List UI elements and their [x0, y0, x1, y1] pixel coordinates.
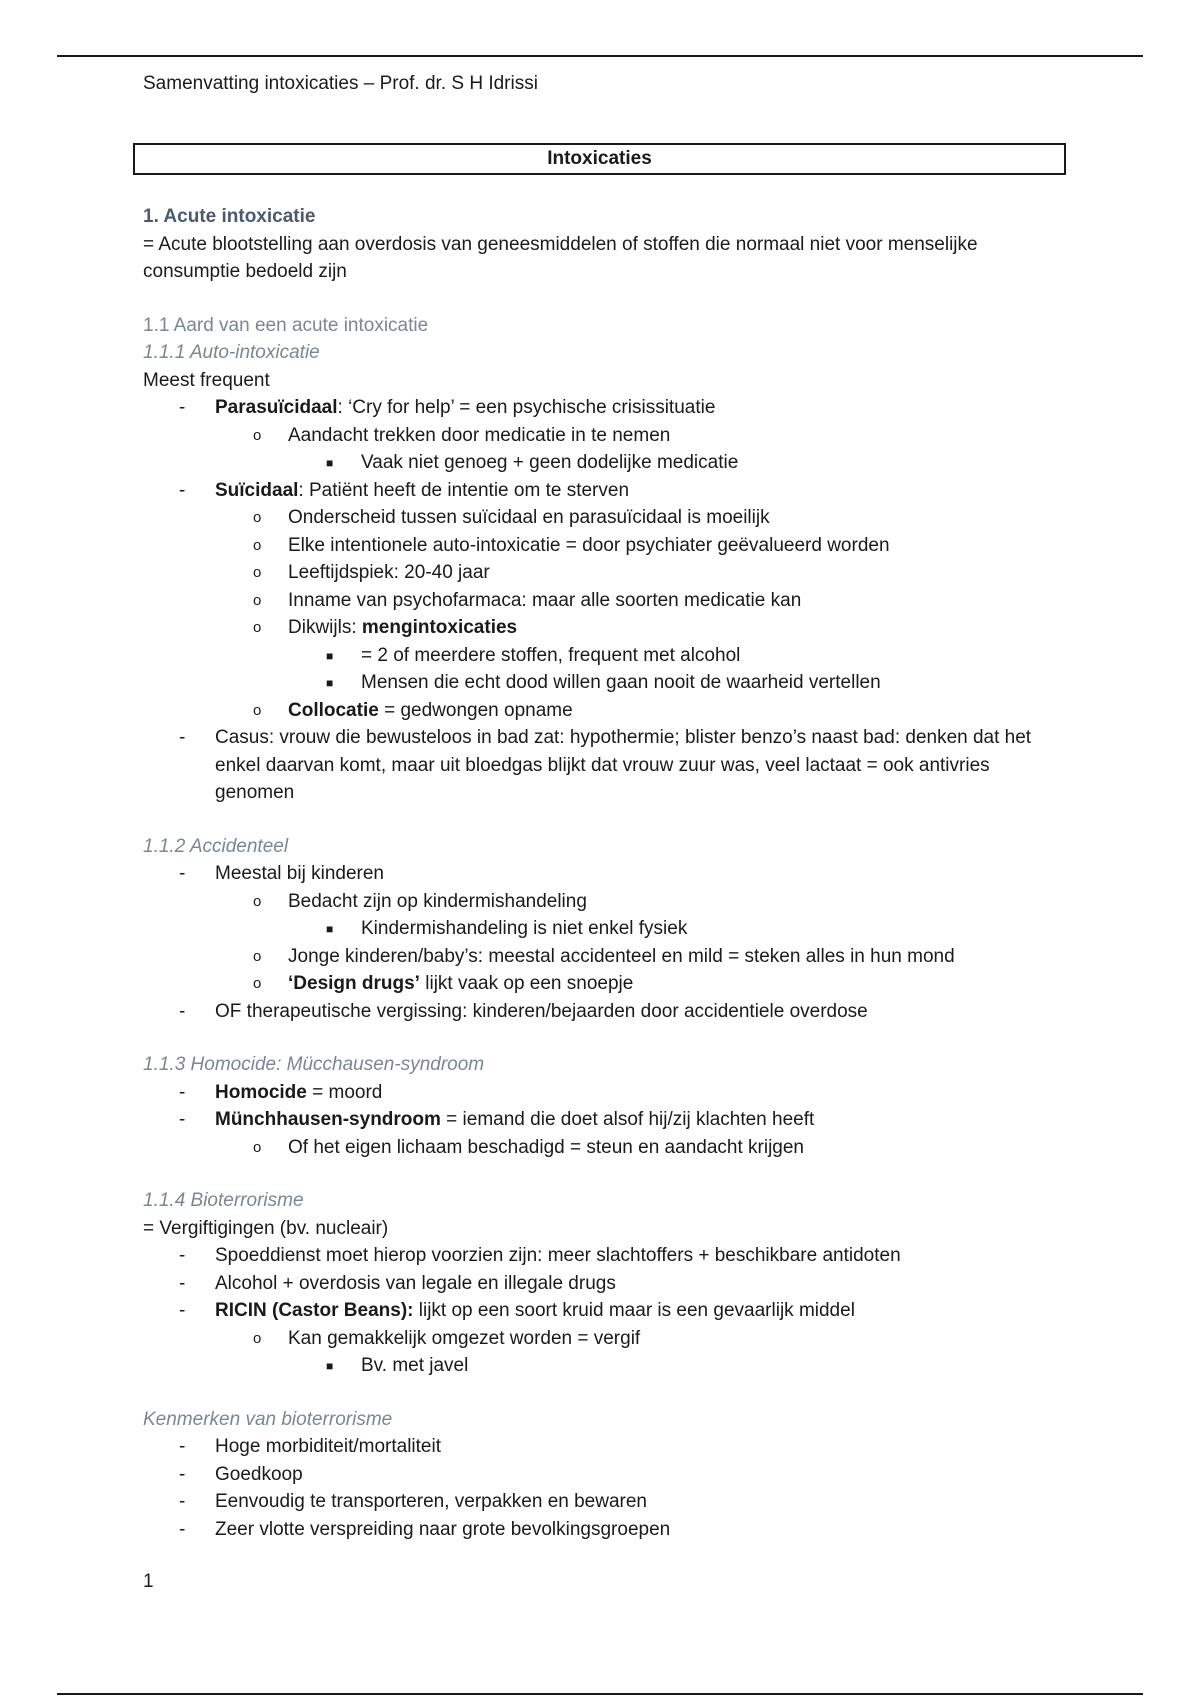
term-bold: RICIN (Castor Beans): — [215, 1300, 414, 1321]
item-text: Eenvoudig te transporteren, verpakken en bewaren — [215, 1491, 647, 1512]
item-text: Elke intentionele auto-intoxicatie = door psychiater geëvalueerd worden — [288, 534, 890, 556]
circle-bullet: o — [253, 564, 262, 581]
item-text: Aandacht trekken door medicatie in te nemen — [288, 424, 671, 446]
list-item — [143, 1325, 1063, 1353]
square-bullet: ■ — [326, 922, 334, 936]
list-item — [143, 724, 1063, 807]
circle-bullet: o — [253, 701, 262, 719]
item-text: Inname van psychofarmaca: maar alle soorten medicatie kan — [288, 589, 802, 611]
item-text: Onderscheid tussen suïcidaal en parasuïcidaal is moeilijk — [288, 507, 770, 528]
list-item — [143, 998, 1063, 1026]
term-bold: mengintoxicaties — [361, 617, 518, 638]
list-item — [143, 1134, 1063, 1162]
list-item — [143, 449, 1063, 477]
dash-bullet: - — [179, 1081, 186, 1103]
square-bullet: ■ — [326, 456, 334, 470]
term-bold: Suïcidaal — [215, 479, 299, 501]
list-item — [143, 1297, 1063, 1325]
dash-bullet: - — [179, 1300, 186, 1321]
section-heading-1-1-1: 1.1.1 Auto-intoxicatie — [143, 342, 320, 363]
item-text: Bv. met javel — [361, 1355, 469, 1376]
circle-bullet: o — [253, 426, 262, 444]
list-item — [143, 532, 1063, 560]
section-heading-1-1-4: 1.1.4 Bioterrorisme — [143, 1190, 304, 1211]
term-bold: Homocide — [215, 1081, 307, 1103]
list-item — [143, 1242, 1063, 1270]
circle-bullet: o — [253, 975, 262, 992]
item-text: Casus: vrouw die bewusteloos in bad zat: hypothermie; blister benzo’s naast bad: denken dat het enkel daarvan komt, maar uit bloedgas blijkt dat vrouw zuur was, veel lactaat = ook antivries genomen — [215, 727, 1032, 803]
list-item — [143, 1106, 1063, 1134]
item-text: Meestal bij kinderen — [215, 863, 384, 884]
circle-bullet: o — [253, 947, 262, 965]
dash-bullet: - — [179, 1109, 186, 1130]
dash-bullet: - — [179, 1000, 186, 1022]
dash-bullet: - — [179, 397, 186, 418]
list-item — [143, 1433, 1063, 1461]
section-heading-1-1-2: 1.1.2 Accidenteel — [143, 835, 289, 857]
list-item — [143, 697, 1063, 725]
document-header: Samenvatting intoxicaties – Prof. dr. S H Idrissi — [143, 73, 538, 94]
item-text: = 2 of meerdere stoffen, frequent met alcohol — [361, 644, 741, 666]
item-text: lijkt vaak op een snoepje — [419, 973, 634, 994]
dash-bullet: - — [179, 1491, 186, 1512]
list-item — [143, 1270, 1063, 1298]
list-item — [143, 1461, 1063, 1489]
section-heading-1-1: 1.1 Aard van een acute intoxicatie — [143, 314, 429, 336]
item-text: = iemand die doet alsof hij/zij klachten heeft — [440, 1109, 815, 1130]
circle-bullet: o — [253, 892, 262, 910]
page-number: 1 — [143, 1571, 154, 1592]
term-bold: Parasuïcidaal — [215, 397, 338, 418]
list-item — [143, 504, 1063, 532]
item-text: Leeftijdspiek: 20-40 jaar — [288, 562, 490, 583]
list-item — [143, 1516, 1063, 1544]
dash-bullet: - — [179, 1272, 186, 1294]
item-text: : Patiënt heeft de intentie om te sterven — [298, 479, 630, 501]
list-item — [143, 1352, 1063, 1380]
list-item — [143, 888, 1063, 916]
list-item — [143, 587, 1063, 615]
bottom-rule — [57, 1693, 1143, 1695]
item-text: lijkt op een soort kruid maar is een gevaarlijk middel — [413, 1300, 855, 1321]
item-text: Bedacht zijn op kindermishandeling — [288, 890, 587, 912]
list-item — [143, 1488, 1063, 1516]
list-item — [143, 943, 1063, 971]
section-heading-1-1-3: 1.1.3 Homocide: Mücchausen-syndroom — [143, 1054, 485, 1075]
list-item — [143, 394, 1063, 422]
top-rule — [57, 55, 1143, 57]
term-bold: Collocatie — [288, 699, 379, 721]
section-definition: = Acute blootstelling aan overdosis van geneesmiddelen of stoffen die normaal niet voor menselijke consumptie bedoeld zijn — [143, 233, 978, 282]
dash-bullet: - — [179, 727, 186, 748]
dash-bullet: - — [179, 1436, 186, 1457]
document-body — [143, 203, 1063, 1543]
section-heading-1: 1. Acute intoxicatie — [143, 206, 316, 227]
square-bullet: ■ — [326, 676, 334, 690]
list-item — [143, 915, 1063, 943]
square-bullet: ■ — [326, 648, 334, 663]
dash-bullet: - — [179, 1518, 186, 1540]
auto-intro: Meest frequent — [143, 369, 270, 391]
document-title: Intoxicaties — [133, 143, 1066, 175]
item-text: Jonge kinderen/baby’s: meestal accidenteel en mild = steken alles in hun mond — [288, 945, 955, 967]
list-item — [143, 970, 1063, 998]
dash-bullet: - — [179, 1245, 186, 1266]
circle-bullet: o — [253, 509, 262, 526]
term-bold: ‘Design drugs’ — [288, 973, 420, 994]
item-text: Alcohol + overdosis van legale en illegale drugs — [215, 1272, 616, 1294]
circle-bullet: o — [253, 591, 262, 609]
circle-bullet: o — [253, 619, 262, 636]
square-bullet: ■ — [326, 1359, 334, 1373]
list-item — [143, 860, 1063, 888]
list-item — [143, 669, 1063, 697]
circle-bullet: o — [253, 1138, 262, 1156]
item-text: Dikwijls: — [288, 617, 362, 638]
list-item — [143, 559, 1063, 587]
dash-bullet: - — [179, 1463, 186, 1485]
dash-bullet: - — [179, 863, 186, 884]
item-text: Kindermishandeling is niet enkel fysiek — [361, 918, 688, 939]
bioterrorisme-intro: = Vergiftigingen (bv. nucleair) — [143, 1217, 389, 1239]
item-text: Spoeddienst moet hierop voorzien zijn: meer slachtoffers + beschikbare antidoten — [215, 1245, 901, 1266]
item-text: Goedkoop — [215, 1463, 303, 1485]
dash-bullet: - — [179, 479, 186, 501]
term-bold: Münchhausen-syndroom — [215, 1109, 441, 1130]
item-text: Hoge morbiditeit/mortaliteit — [215, 1436, 441, 1457]
list-item — [143, 477, 1063, 505]
item-text: OF therapeutische vergissing: kinderen/bejaarden door accidentiele overdose — [215, 1000, 868, 1022]
item-text: Kan gemakkelijk omgezet worden = vergif — [288, 1327, 641, 1349]
item-text: = moord — [306, 1081, 383, 1103]
circle-bullet: o — [253, 536, 262, 554]
list-item — [143, 1079, 1063, 1107]
item-text: Vaak niet genoeg + geen dodelijke medicatie — [361, 452, 739, 473]
item-text: : ‘Cry for help’ = een psychische crisissituatie — [337, 397, 716, 418]
list-item — [143, 614, 1063, 642]
list-item — [143, 642, 1063, 670]
circle-bullet: o — [253, 1329, 262, 1347]
list-item — [143, 422, 1063, 450]
item-text: Zeer vlotte verspreiding naar grote bevolkingsgroepen — [215, 1518, 671, 1540]
item-text: = gedwongen opname — [378, 699, 573, 721]
section-heading-kenmerken: Kenmerken van bioterrorisme — [143, 1408, 393, 1430]
item-text: Of het eigen lichaam beschadigd = steun en aandacht krijgen — [288, 1136, 804, 1158]
item-text: Mensen die echt dood willen gaan nooit de waarheid vertellen — [361, 672, 881, 693]
